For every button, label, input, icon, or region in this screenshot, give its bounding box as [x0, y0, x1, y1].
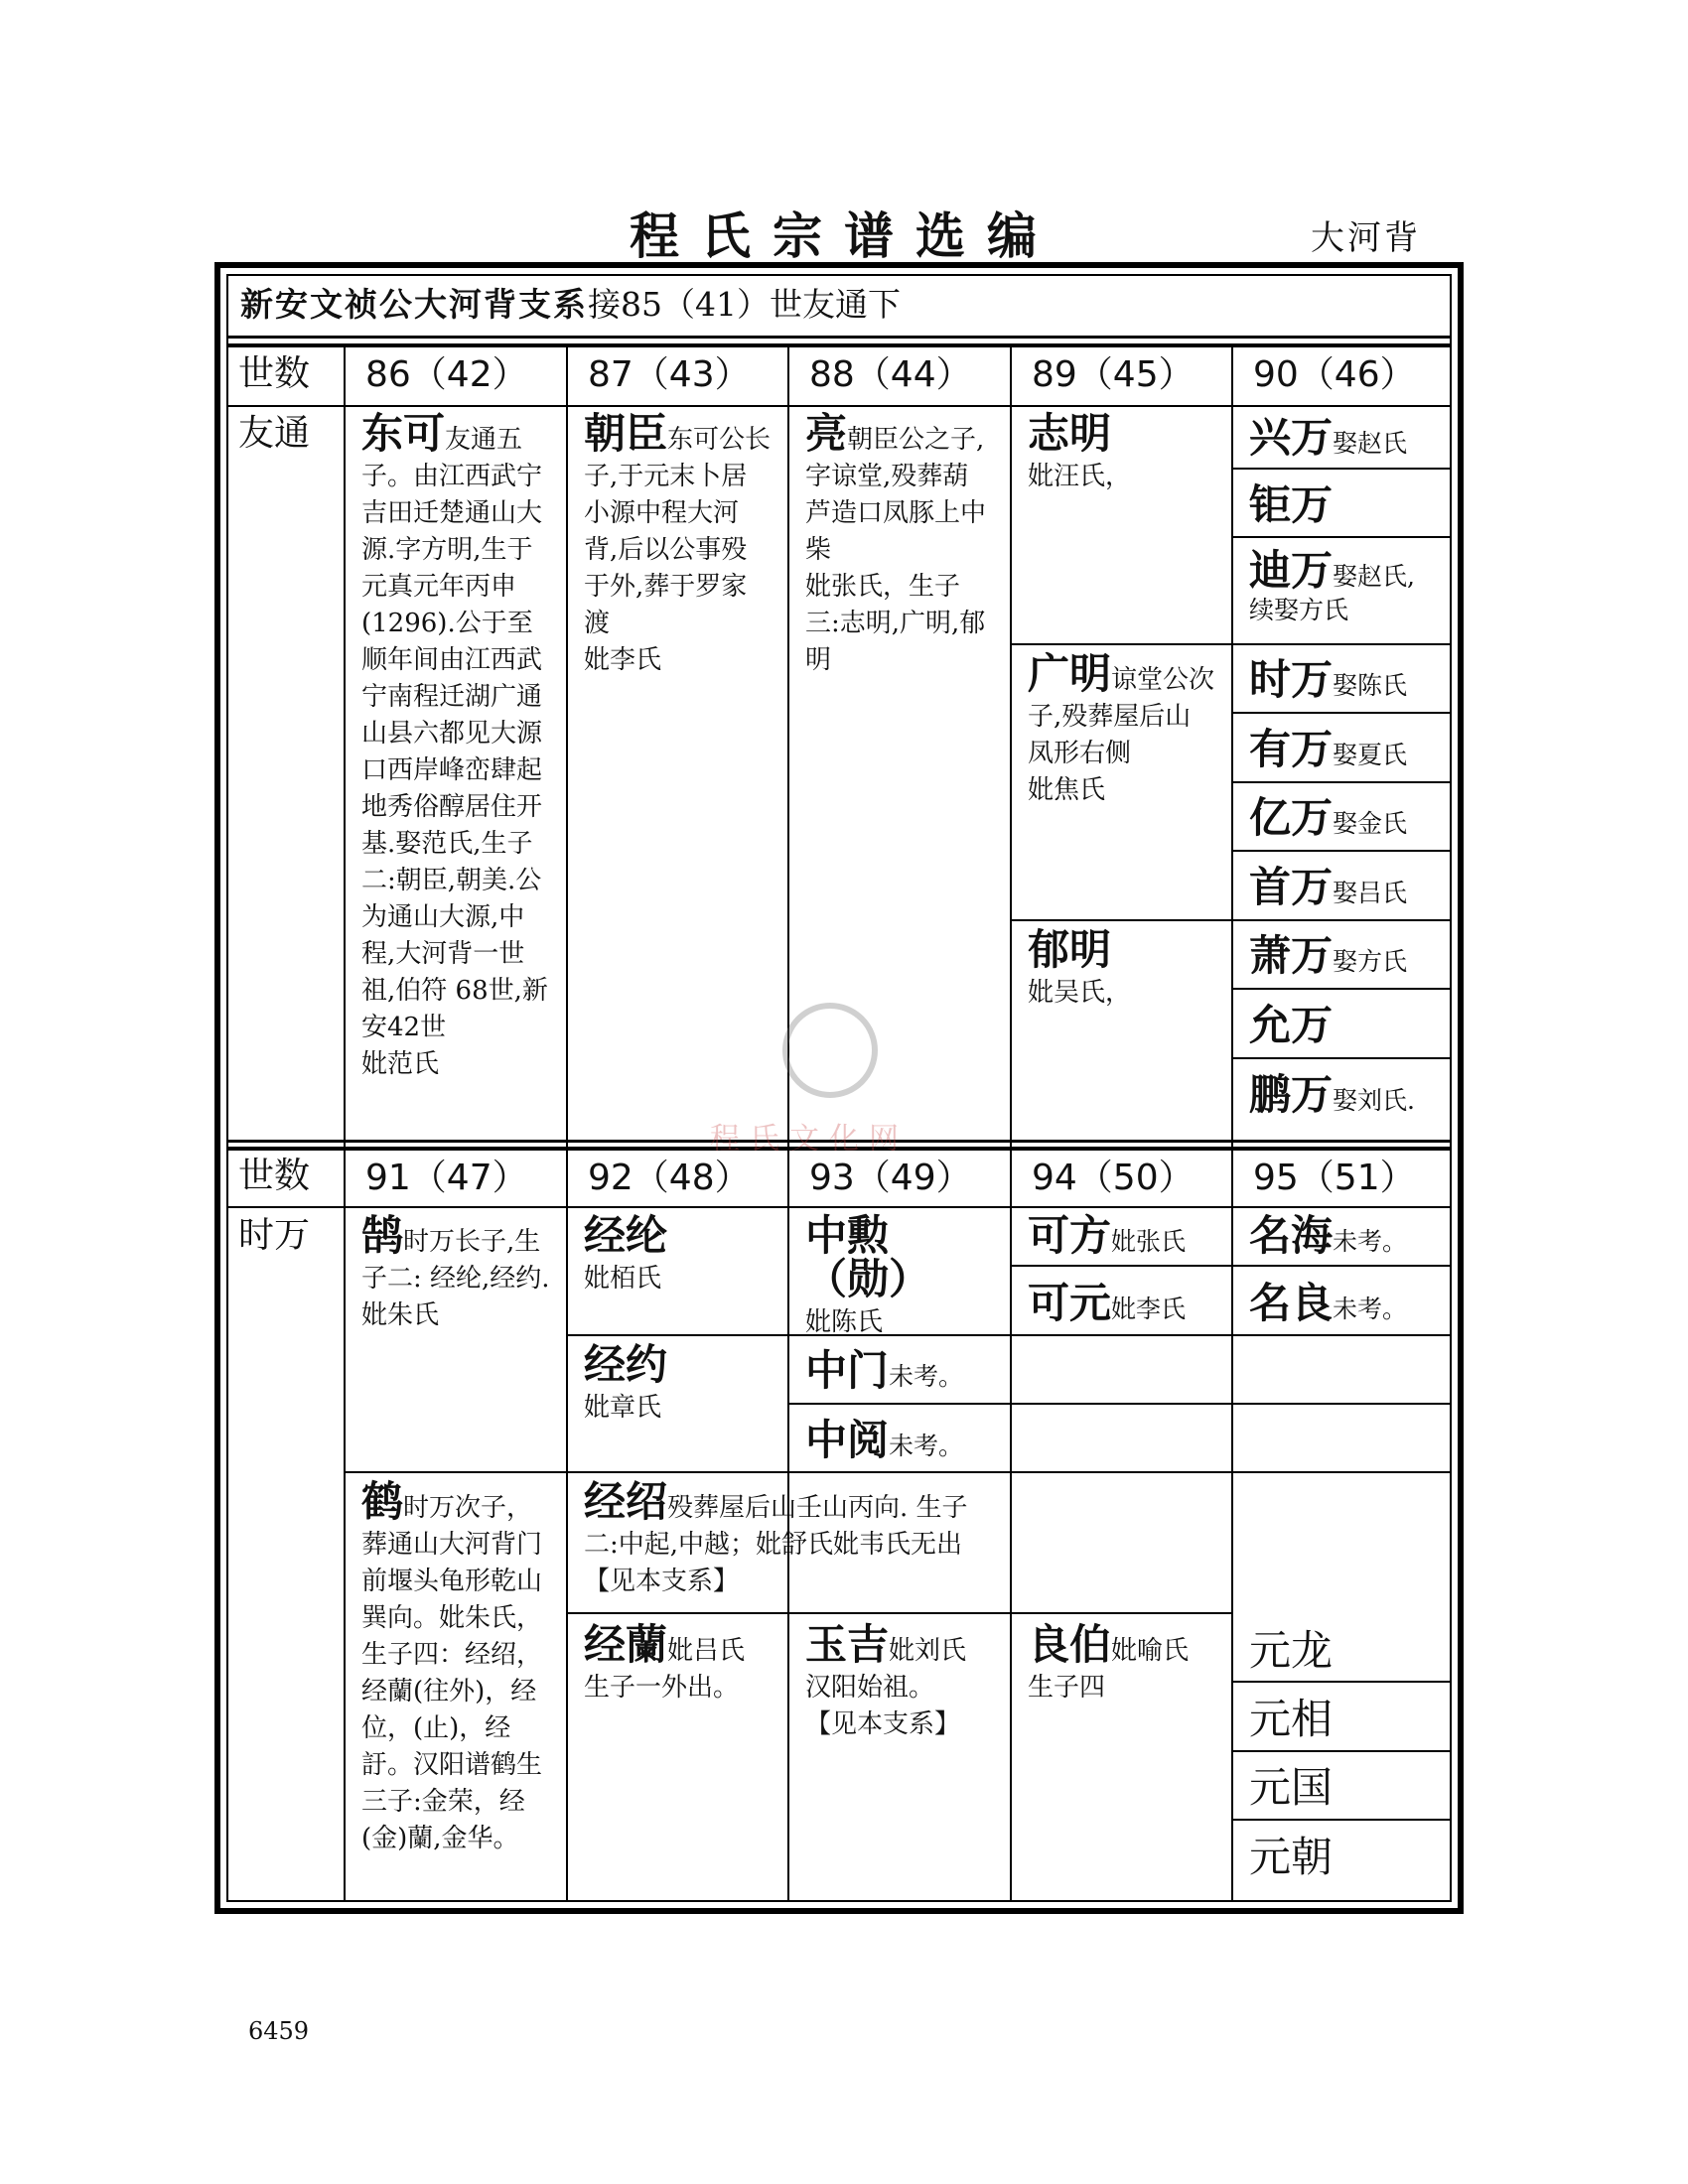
entry-zhongmen-name: 中门: [805, 1346, 890, 1395]
entry-mingliang-note: 未考。: [1333, 1295, 1408, 1323]
entry-shouwan-note: 娶吕氏: [1333, 879, 1408, 907]
page-number: 6459: [248, 2017, 310, 2045]
rule-s1-90-1: [1231, 468, 1452, 470]
entry-yunwan-name: 允万: [1249, 1001, 1334, 1049]
entry-yuanchao: [1233, 1835, 1452, 1886]
entry-guangming-note: 谅堂公次子,殁葬屋后山凤形右侧: [1028, 665, 1215, 768]
subtitle-bold: 新安文祯公大河背支系: [240, 285, 588, 324]
entry-diwan-name: 迪万: [1249, 546, 1334, 595]
entry-yuji-note2: 汉阳始祖。: [805, 1673, 935, 1703]
entry-dongke-name: 东可: [361, 409, 446, 458]
subtitle-rest: 接85（41）世友通下: [588, 285, 901, 324]
entry-yuji-name: 玉吉: [805, 1620, 890, 1669]
s1-gen-header-1: 86（42）: [365, 354, 528, 395]
entry-jingyue-wife: 妣章氏: [584, 1393, 662, 1423]
entry-jinglun-wife: 妣栢氏: [584, 1264, 662, 1294]
entry-yuanlong: [1233, 1628, 1452, 1680]
entry-yiwan-name: 亿万: [1249, 793, 1334, 842]
entry-keyuan-note: 妣李氏: [1111, 1295, 1187, 1323]
entry-chaochen-wife: 妣李氏: [584, 645, 662, 675]
entry-xingwan: [1233, 415, 1452, 467]
entry-gu: [346, 1213, 566, 1471]
entry-jingshao: [568, 1479, 1010, 1612]
s2-label-header: 世数: [238, 1156, 311, 1196]
rule-s1-89b: [1010, 919, 1233, 921]
rule-s1-90-7: [1231, 919, 1452, 921]
entry-diwan-note2: 续娶方氏: [1249, 596, 1349, 624]
entry-yuji-note: 妣刘氏: [889, 1636, 967, 1666]
entry-guangming: [1012, 651, 1231, 919]
entry-pengwan-name: 鹏万: [1249, 1070, 1334, 1119]
watermark-text: 程氏文化网: [710, 1122, 909, 1157]
rule-s1-89a: [1010, 643, 1233, 645]
entry-keyuan: [1012, 1281, 1231, 1332]
entry-jingshao-name: 经绍: [584, 1477, 668, 1526]
entry-liangbo: [1012, 1622, 1231, 1900]
entry-yuji-note3: 【见本支系】: [805, 1709, 961, 1739]
entry-jinglan: [568, 1622, 787, 1900]
entry-yuanguo-name: 元国: [1249, 1763, 1334, 1812]
entry-zhongxun-wife: 妣陈氏: [805, 1307, 884, 1337]
entry-youwan-name: 有万: [1249, 725, 1334, 773]
entry-yuanchao-name: 元朝: [1249, 1833, 1334, 1881]
banner-divider-b: [226, 343, 1452, 347]
entry-chaochen: [568, 411, 787, 1140]
entry-zhongyue: [789, 1418, 1010, 1469]
entry-xiaowan-name: 萧万: [1249, 931, 1334, 980]
entry-minghai-name: 名海: [1249, 1211, 1334, 1260]
entry-guangming-name: 广明: [1028, 649, 1112, 698]
entry-juwan-name: 钜万: [1249, 480, 1334, 529]
entry-mingliang: [1233, 1281, 1452, 1332]
banner-divider-a: [226, 336, 1452, 339]
entry-zhongxun-name: 中勲（勋）: [805, 1211, 931, 1303]
rule-s2-b: [566, 1334, 1452, 1336]
rule-s1-90-9: [1231, 1057, 1452, 1059]
entry-gu-name: 鹄: [361, 1211, 404, 1260]
entry-yuanxiang-name: 元相: [1249, 1695, 1334, 1743]
entry-youwan-note: 娶夏氏: [1333, 741, 1408, 769]
entry-chaochen-name: 朝臣: [584, 409, 668, 458]
rule-s1-90-4: [1231, 712, 1452, 714]
rule-s1-90-3: [1231, 643, 1452, 645]
s2-gen-header-2: 92（48）: [588, 1158, 751, 1198]
entry-minghai-note: 未考。: [1333, 1227, 1408, 1256]
entry-jingyue: [568, 1342, 787, 1471]
entry-kefang: [1012, 1213, 1231, 1265]
entry-yiwan: [1233, 795, 1452, 847]
entry-zhiming-name: 志明: [1028, 409, 1112, 458]
entry-diwan-note: 娶赵氏,: [1333, 562, 1415, 591]
entry-mingliang-name: 名良: [1249, 1279, 1334, 1327]
entry-xingwan-note: 娶赵氏: [1333, 429, 1408, 458]
entry-shouwan: [1233, 865, 1452, 916]
entry-gu-note: 时万长子,生子二: 经纶,经约.: [361, 1227, 550, 1294]
page-title: 程氏宗谱选编: [630, 206, 1058, 265]
subtitle-banner: [226, 274, 1452, 336]
entry-he-name: 鹤: [361, 1477, 404, 1526]
s1-label-header: 世数: [238, 353, 311, 394]
s1-gen-header-5: 90（46）: [1253, 354, 1416, 395]
rule-s2-a: [1010, 1265, 1452, 1267]
entry-shiwan-note: 娶陈氏: [1333, 671, 1408, 700]
entry-dongke-wife: 妣范氏: [361, 1049, 440, 1079]
rule-s1-90-6: [1231, 850, 1452, 852]
s2-gen-header-1: 91（47）: [365, 1158, 528, 1198]
entry-liangbo-note: 妣喻氏: [1111, 1636, 1190, 1666]
entry-zhongmen-note: 未考。: [889, 1362, 964, 1391]
rule-s2-e: [566, 1612, 1231, 1614]
entry-zhiming-wife: 妣汪氏，: [1028, 462, 1132, 491]
entry-yuming: [1012, 927, 1231, 1140]
entry-yuanlong-name: 元龙: [1249, 1626, 1334, 1675]
s2-gen-header-3: 93（49）: [809, 1158, 972, 1198]
rule-s2-c: [787, 1403, 1452, 1405]
entry-liang-note: 朝臣公之子,字谅堂,殁葬葫芦造口凤豚上中柴: [805, 425, 987, 565]
entry-yuanguo: [1233, 1765, 1452, 1817]
entry-juwan: [1233, 482, 1452, 534]
s2-gen-header-5: 95（51）: [1253, 1158, 1416, 1198]
entry-minghai: [1233, 1213, 1452, 1265]
s2-row-label: 时万: [238, 1215, 311, 1256]
rule-s2-f: [1231, 1681, 1452, 1683]
entry-jinglun-name: 经纶: [584, 1211, 668, 1260]
s1-gen-header-4: 89（45）: [1032, 354, 1195, 395]
entry-pengwan: [1233, 1072, 1452, 1124]
entry-kefang-name: 可方: [1028, 1211, 1112, 1260]
entry-jinglun: [568, 1213, 787, 1334]
entry-he-note: 时万次子，葬通山大河背门前堰头龟形乾山巽向。妣朱氏，生子四：经绍，经蘭(往外)，经位，(止)，经訏。汉阳谱鹤生三子:金荣，经(金)蘭,金华。: [361, 1493, 543, 1853]
entry-youwan: [1233, 727, 1452, 778]
entry-dongke: [346, 411, 566, 1140]
entry-xiaowan-note: 娶方氏: [1333, 947, 1408, 976]
entry-kefang-note: 妣张氏: [1111, 1227, 1187, 1256]
s1-row-label: 友通: [238, 413, 311, 454]
entry-zhongyue-note: 未考。: [889, 1432, 964, 1460]
rule-s1-90-2: [1231, 536, 1452, 538]
entry-jinglan-name: 经蘭: [584, 1620, 668, 1669]
entry-yuming-name: 郁明: [1028, 925, 1112, 974]
watermark-seal: [782, 1003, 878, 1098]
entry-shiwan-name: 时万: [1249, 655, 1334, 704]
header-rule-2: [226, 1206, 1452, 1208]
entry-xiaowan: [1233, 933, 1452, 985]
s1-gen-header-3: 88（44）: [809, 354, 972, 395]
entry-jingyue-name: 经约: [584, 1340, 668, 1389]
entry-xingwan-name: 兴万: [1249, 413, 1334, 462]
entry-liangbo-note2: 生子四: [1028, 1673, 1106, 1703]
rule-s1-90-8: [1231, 988, 1452, 990]
entry-liang-wife: 妣张氏，生子三:志明,广明,郁明: [805, 572, 986, 675]
entry-diwan: [1233, 546, 1452, 631]
entry-gu-wife: 妣朱氏: [361, 1300, 440, 1330]
entry-zhiming: [1012, 411, 1231, 643]
entry-shouwan-name: 首万: [1249, 863, 1334, 911]
entry-he: [346, 1479, 566, 1900]
rule-s2-d: [344, 1471, 1452, 1473]
rule-s2-g: [1231, 1750, 1452, 1752]
entry-liangbo-name: 良伯: [1028, 1620, 1112, 1669]
entry-yuming-wife: 妣吴氏，: [1028, 978, 1132, 1008]
entry-dongke-note: 友通五子。由江西武宁吉田迁楚通山大源.字方明,生于元真元年丙申(1296).公于至顺年间由江西武宁南程迁湖广通山县六都见大源口西岸峰峦肆起地秀俗醇居住开基.娶范氏,生子二:朝臣,朝美.公为通山大源,中程,大河背一世祖,伯符 68世,新安42世: [361, 425, 548, 1042]
entry-zhongxun: [789, 1211, 1010, 1337]
entry-keyuan-name: 可元: [1028, 1279, 1112, 1327]
entry-yuji: [789, 1622, 1010, 1900]
entry-jinglan-note: 妣吕氏: [667, 1636, 746, 1666]
rule-s1-90-5: [1231, 781, 1452, 783]
entry-zhongmen: [789, 1348, 1010, 1400]
s2-gen-header-4: 94（50）: [1032, 1158, 1195, 1198]
entry-jinglan-note2: 生子一外出。: [584, 1673, 740, 1703]
s1-gen-header-2: 87（43）: [588, 354, 751, 395]
entry-liang-name: 亮: [805, 409, 848, 458]
entry-jingshao-note: 殁葬屋后山壬山丙向. 生子二:中起,中越；妣舒氏妣韦氏无出【见本支系】: [584, 1493, 968, 1596]
rule-s2-h: [1231, 1819, 1452, 1821]
entry-yiwan-note: 娶金氏: [1333, 809, 1408, 838]
page-tag: 大河背: [1311, 218, 1421, 258]
entry-pengwan-note: 娶刘氏.: [1333, 1086, 1415, 1115]
entry-shiwan: [1233, 657, 1452, 709]
entry-yunwan: [1233, 1003, 1452, 1054]
entry-yuanxiang: [1233, 1697, 1452, 1748]
header-rule-1: [226, 405, 1452, 407]
entry-chaochen-note: 东可公长子,于元末卜居小源中程大河背,后以公事殁于外,葬于罗家渡: [584, 425, 772, 638]
entry-zhongyue-name: 中阅: [805, 1416, 890, 1464]
entry-guangming-wife: 妣焦氏: [1028, 775, 1106, 805]
